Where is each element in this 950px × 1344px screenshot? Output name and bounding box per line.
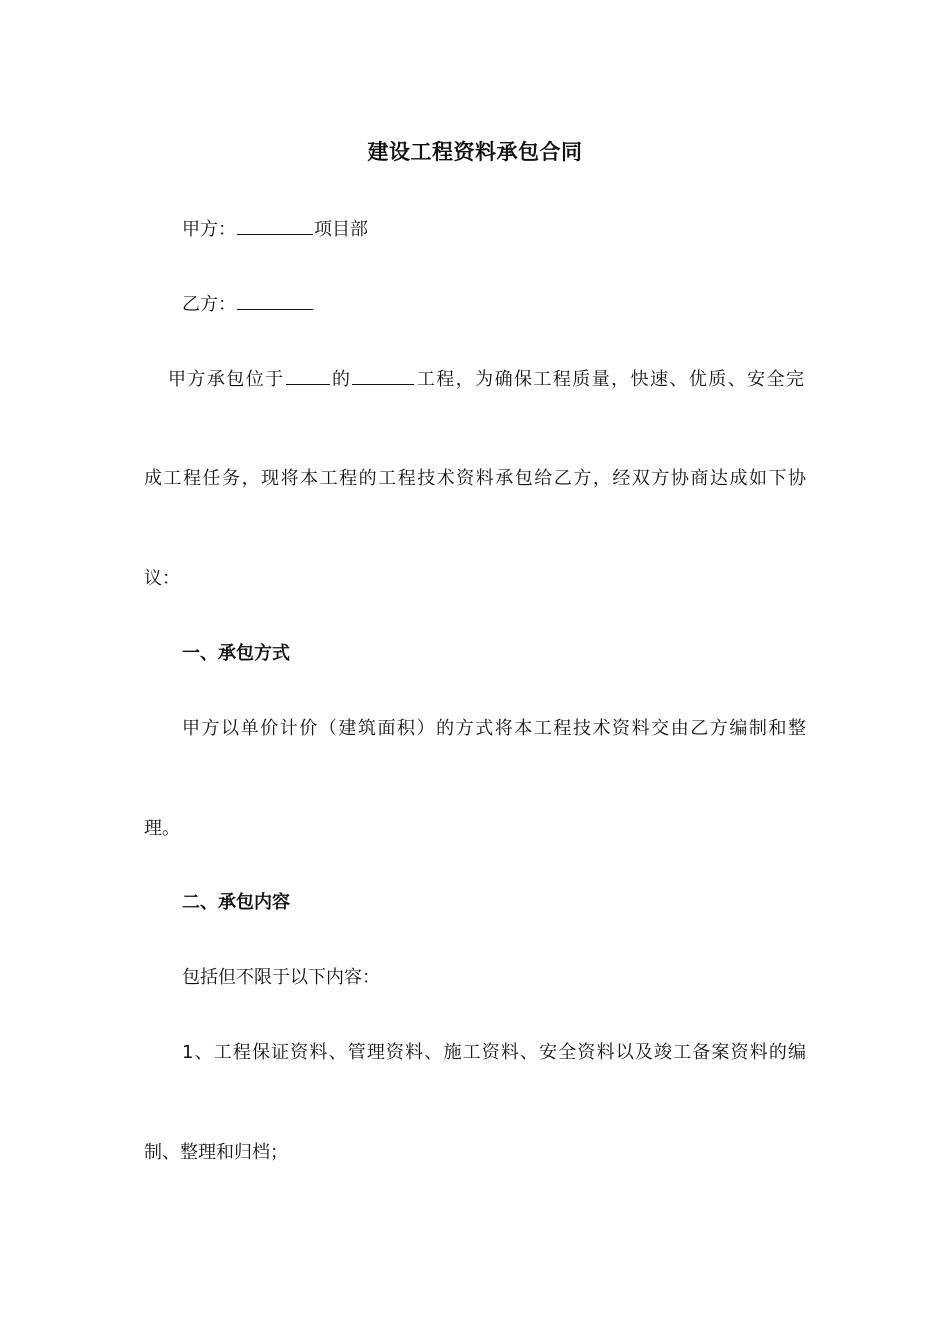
location-blank	[286, 366, 330, 385]
section-1-para-line-1: 甲方以单价计价（建筑面积）的方式将本工程技术资料交由乙方编制和整	[182, 718, 806, 739]
party-b-blank	[237, 291, 313, 310]
section-2-item-1-line-2: 制、整理和归档；	[144, 1142, 288, 1163]
party-a-line	[182, 216, 368, 243]
section-1-heading: 一、承包方式	[182, 643, 290, 664]
intro-line-2: 成工程任务，现将本工程的工程技术资料承包给乙方，经双方协商达成如下协	[144, 468, 806, 489]
project-blank	[352, 366, 414, 385]
section-2-lead: 包括但不限于以下内容：	[182, 967, 380, 988]
intro-text-c: 工程，为确保工程质量，快速、优质、安全完	[415, 369, 805, 390]
intro-line-1	[168, 366, 804, 393]
intro-line-3: 议：	[144, 568, 180, 589]
party-a-blank	[237, 216, 313, 235]
section-2-heading: 二、承包内容	[182, 892, 290, 913]
section-1-para-line-2: 理。	[144, 818, 180, 839]
document-title: 建设工程资料承包合同	[367, 140, 583, 164]
section-2-item-1-line-1: 1、工程保证资料、管理资料、施工资料、安全资料以及竣工备案资料的编	[182, 1042, 806, 1063]
party-a-label: 甲方：	[182, 219, 236, 240]
intro-text-a: 甲方承包位于	[168, 369, 285, 390]
intro-text-b: 的	[330, 369, 352, 390]
party-b-label: 乙方：	[182, 294, 236, 315]
party-a-suffix: 项目部	[314, 219, 368, 240]
party-b-line	[182, 291, 314, 318]
